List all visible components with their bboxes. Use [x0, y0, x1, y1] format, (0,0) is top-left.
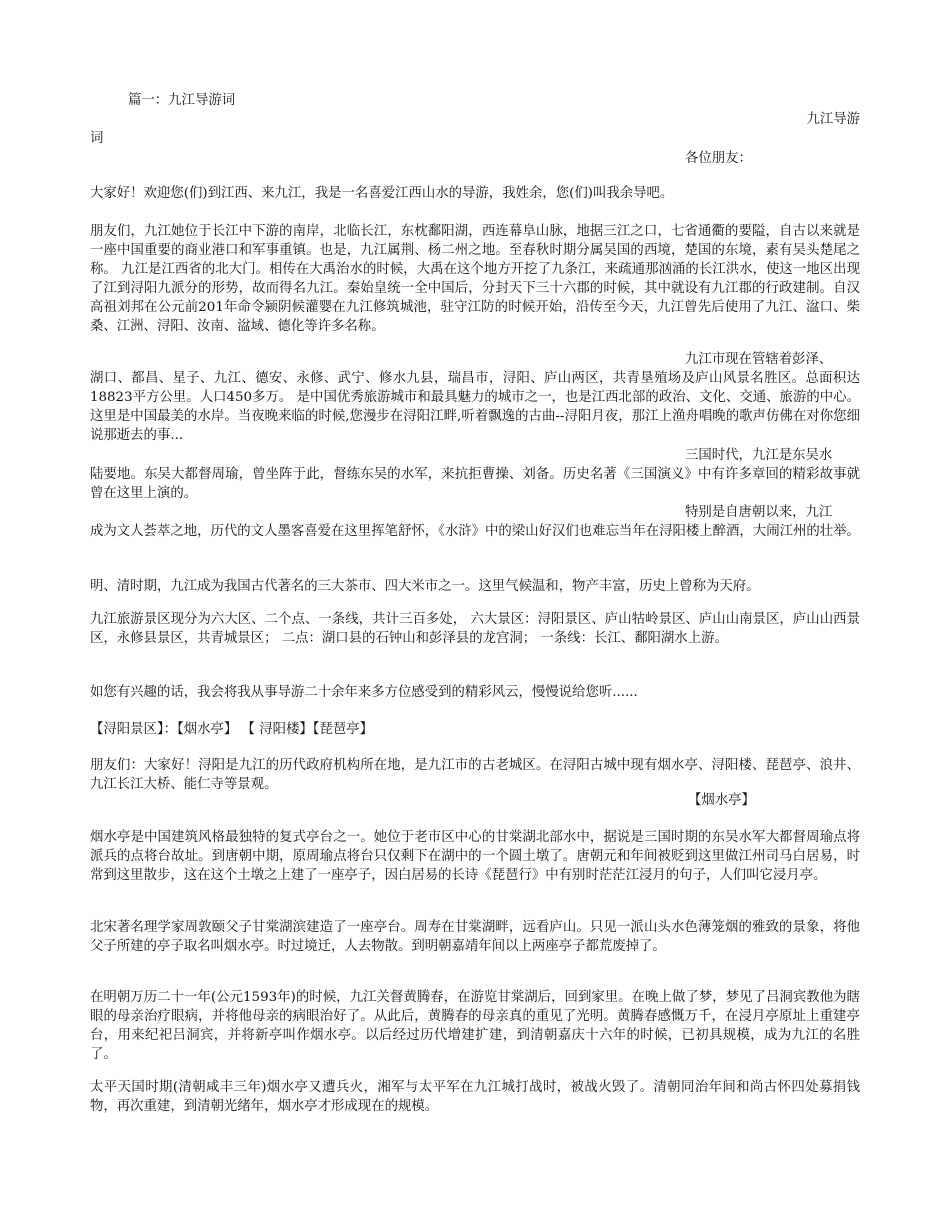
document-heading: 篇一：九江导游词 [128, 93, 236, 108]
paragraph-ming-wanli: 在明朝万历二十一年(公元1593年)的时候，九江关督黄腾春，在游览甘棠湖后，回到家里。在晚上做了梦，梦见了吕洞宾教他为瞎眼的母亲治疗眼病，并将他母亲的病眼治好了。从此后，黄腾春的母亲真的重见了光明。黄腾春感慨万千，在浸月亭原址上重建亭台，用来纪祀吕洞宾，并将新亭叫作烟水亭。以后经过历代增建扩建，到清朝嘉庆十六年的时候，已初具规模，成为九江的名胜了。 [90, 990, 860, 1062]
paragraph-invitation: 如您有兴趣的话，我会将我从事导游二十余年来多方位感受到的精彩风云，慢慢说给您听...... [90, 685, 638, 700]
paragraph-ming-qing: 明、清时期，九江成为我国古代著名的三大茶市、四大米市之一。这里气候温和，物产丰富，历史上曾称为天府。 [90, 579, 760, 594]
intro-paragraph: 大家好！欢迎您(们)到江西、来九江，我是一名喜爱江西山水的导游，我姓余，您(们)叫我余导吧。 [90, 186, 674, 201]
salutation: 各位朋友： [685, 151, 752, 166]
subsection-title: 【烟水亭】 [688, 793, 755, 808]
paragraph-admin-head: 九江市现在管辖着彭泽、 [685, 352, 833, 367]
paragraph-admin: 湖口、都昌、星子、九江、德安、永修、武宁、修水九县，瑞昌市，浔阳、庐山两区，共青垦殖场及庐山风景名胜区。总面积达18823平方公里。人口450多万。 是中国优秀旅游城市和最具魅力的城市之一，也是江西北部的政治、文化、交通、旅游的中心。这里是中国最美的水岸。当夜晚来临的时候,您漫步在浔阳江畔,听着飘逸的古曲--浔阳月夜，那江上渔舟唱晚的歌声仿佛在对你您细说那逝去的事... [90, 371, 860, 443]
paragraph-yanshui-pavilion: 烟水亭是中国建筑风格最独特的复式亭台之一。她位于老市区中心的甘棠湖北部水中，据说是三国时期的东吴水军大都督周瑜点将派兵的点将台故址。到唐朝中期，原周瑜点将台只仅剩下在湖中的一个圆土墩了。唐朝元和年间被贬到这里做江州司马白居易，时常到这里散步，这在这个土墩之上建了一座亭子，因白居易的长诗《琵琶行》中有别时茫茫江浸月的句子，人们叫它浸月亭。 [90, 830, 860, 883]
section-title: 【浔阳景区】：【烟水亭】 【 浔阳楼】【琵琶亭】 [90, 722, 374, 737]
paragraph-tang: 成为文人荟萃之地，历代的文人墨客喜爱在这里挥笔舒怀，《水浒》中的梁山好汉们也难忘当年在浔阳楼上醉酒，大闹江州的壮举。 [90, 524, 860, 539]
paragraph-location-history: 朋友们，九江她位于长江中下游的南岸，北临长江，东枕鄱阳湖，西连幕阜山脉，地据三江之口，七省通衢的要隘，自古以来就是一座中国重要的商业港口和军事重镇。也是，九江属荆、杨二州之地。至春秋时期分属吴国的西境，楚国的东境，素有吴头楚尾之称。 九江是江西省的北大门。相传在大禹治水的时候，大禹在这个地方开挖了九条江，来疏通那汹涌的长江洪水，使这一地区出现了江到浔阳九派分的形势，故而得名九江。秦始皇统一全中国后，分封天下三十六郡的时候，其中就设有九江郡的行政建制。自汉高祖刘邦在公元前201年命令颍阴候灌婴在九江修筑城池，驻守江防的时候开始，沿传至今天，九江曾先后使用了九江、湓口、柴桑、江洲、浔阳、汝南、湓域、德化等许多名称。 [90, 224, 860, 334]
title-part-2: 词 [90, 131, 104, 146]
paragraph-three-kingdoms-head: 三国时代，九江是东吴水 [685, 448, 833, 463]
paragraph-scenic-areas: 九江旅游景区现分为六大区、二个点、一条线，共计三百多处， 六大景区：浔阳景区、庐山牯岭景区、庐山山南景区，庐山山西景区，永修县景区，共青城景区； 二点：湖口县的石钟山和彭泽县的龙宫洞； 一条线：长江、鄱阳湖水上游。 [90, 612, 860, 646]
paragraph-xunyang: 朋友们：大家好！浔阳是九江的历代政府机构所在地，是九江市的古老城区。在浔阳古城中现有烟水亭、浔阳楼、琵琶亭、浪井、九江长江大桥、能仁寺等景观。 [90, 758, 860, 792]
paragraph-northern-song: 北宋著名理学家周敦颐父子甘棠湖滨建造了一座亭台。周寿在甘棠湖畔，远看庐山。只见一派山头水色薄笼烟的雅致的景象，将他父子所建的亭子取名叫烟水亭。时过境迁，人去物散。到明朝嘉靖年间以上两座亭子都荒废掉了。 [90, 920, 860, 954]
paragraph-three-kingdoms: 陆要地。东吴大都督周瑜，曾坐阵于此，督练东吴的水军，来抗拒曹操、刘备。历史名著《三国演义》中有许多章回的精彩故事就曾在这里上演的。 [90, 467, 860, 501]
title-part-1: 九江导游 [806, 112, 860, 127]
paragraph-tang-head: 特别是自唐朝以来，九江 [685, 505, 833, 520]
paragraph-taiping: 太平天国时期(清朝咸丰三年)烟水亭又遭兵火，湘军与太平军在九江城打战时，被战火毁了。清朝同治年间和尚古怀四处募捐钱物，再次重建，到清朝光绪年，烟水亭才形成现在的规模。 [90, 1080, 860, 1114]
